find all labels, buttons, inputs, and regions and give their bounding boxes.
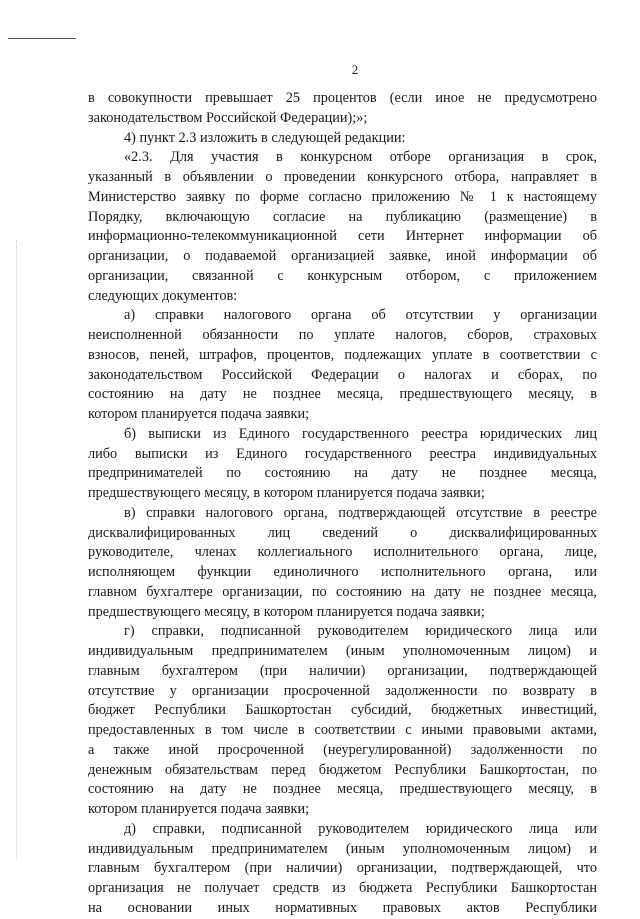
text-line: состоянию на дату не позднее месяца, предшествующего месяцу, в [88, 386, 597, 403]
text-line: г) справки, подписанной руководителем юридического лица или [124, 623, 597, 640]
text-line: котором планируется подача заявки; [88, 406, 310, 422]
text-line: руководителе, членах коллегиального исполнительного органа, лице, [88, 544, 597, 561]
text-line: котором планируется подача заявки; [88, 801, 310, 817]
scan-margin-marks [16, 240, 19, 860]
header-rule [8, 38, 76, 39]
text-line: д) справки, подписанной руководителем юридического лица или [124, 820, 597, 837]
text-line: следующих документов: [88, 287, 238, 304]
text-line: организации, связанной с конкурсным отбором, с приложением [88, 267, 597, 284]
text-line: исполняющем функции единоличного исполнительного органа, или [88, 564, 597, 580]
text-line: взносов, пеней, штрафов, процентов, подлежащих уплате в соответствии с [88, 346, 597, 363]
text-line: неисполненной обязанности по уплате налогов, сборов, страховых [88, 327, 597, 343]
text-line: главным бухгалтером (при наличии) организации, подтверждающей, что [88, 860, 597, 877]
page-number: 2 [351, 62, 359, 77]
text-line: отсутствие у организации просроченной задолженности по возврату в [88, 682, 597, 699]
text-line: индивидуальным предпринимателем (иным уполномоченным лицом) и [88, 643, 597, 659]
text-line: главном бухгалтере организации, по состоянию на дату не позднее месяца, [88, 583, 597, 600]
text-line: предоставленных в том числе в соответствии с иными правовыми актами, [88, 722, 597, 738]
text-line: Порядку, включающую согласие на публикацию (размещение) в [88, 208, 597, 225]
text-line: а) справки налогового органа об отсутствии у организации [124, 307, 597, 324]
text-line: состоянию на дату не позднее месяца, предшествующего месяцу, в [88, 781, 597, 798]
text-line: законодательством Российской Федерации о налогах и сборах, по [88, 366, 597, 383]
text-line: а также иной просроченной (неурегулированной) задолженности по [88, 741, 597, 758]
text-line: бюджет Республики Башкортостан субсидий, бюджетных инвестиций, [88, 702, 597, 719]
document-body [88, 89, 597, 919]
text-line: на основании иных нормативных правовых актов Республики [88, 899, 597, 916]
text-line: информационно-телекоммуникационной сети Интернет информации об [88, 228, 597, 245]
text-line: главным бухгалтером (при наличии) организации, подтверждающей [88, 662, 597, 679]
text-line: в совокупности превышает 25 процентов (если иное не предусмотрено [88, 90, 597, 106]
text-line: б) выписки из Единого государственного реестра юридических лиц [124, 425, 597, 442]
text-line: индивидуальным предпринимателем (иным уполномоченным лицом) и [88, 840, 597, 857]
text-line: дисквалифицированных лиц сведений о дисквалифицированных [88, 524, 597, 541]
text-line: денежным обязательствам перед бюджетом Республики Башкортостан, по [88, 761, 597, 778]
text-line: предшествующего месяцу, в котором планируется подача заявки; [88, 485, 485, 501]
text-line: предпринимателей по состоянию на дату не позднее месяца, [88, 465, 597, 482]
text-line: «2.3. Для участия в конкурсном отборе организация в срок, [124, 149, 597, 166]
text-line: Министерство заявку по форме согласно приложению № 1 к настоящему [88, 188, 597, 205]
text-line: законодательством Российской Федерации);»; [88, 109, 368, 126]
text-line: 4) пункт 2.3 изложить в следующей редакции: [124, 129, 406, 146]
text-line: организация не получает средств из бюджета Республики Башкортостан [88, 880, 597, 896]
text-line: указанный в объявлении о проведении конкурсного отбора, направляет в [88, 169, 597, 185]
text-line: организации, о подаваемой организацией заявке, иной информации об [88, 248, 597, 264]
text-line: либо выписки из Единого государственного реестра индивидуальных [88, 445, 597, 462]
text-line: в) справки налогового органа, подтверждающей отсутствие в реестре [124, 504, 597, 521]
text-line: предшествующего месяцу, в котором планируется подача заявки; [88, 603, 485, 620]
